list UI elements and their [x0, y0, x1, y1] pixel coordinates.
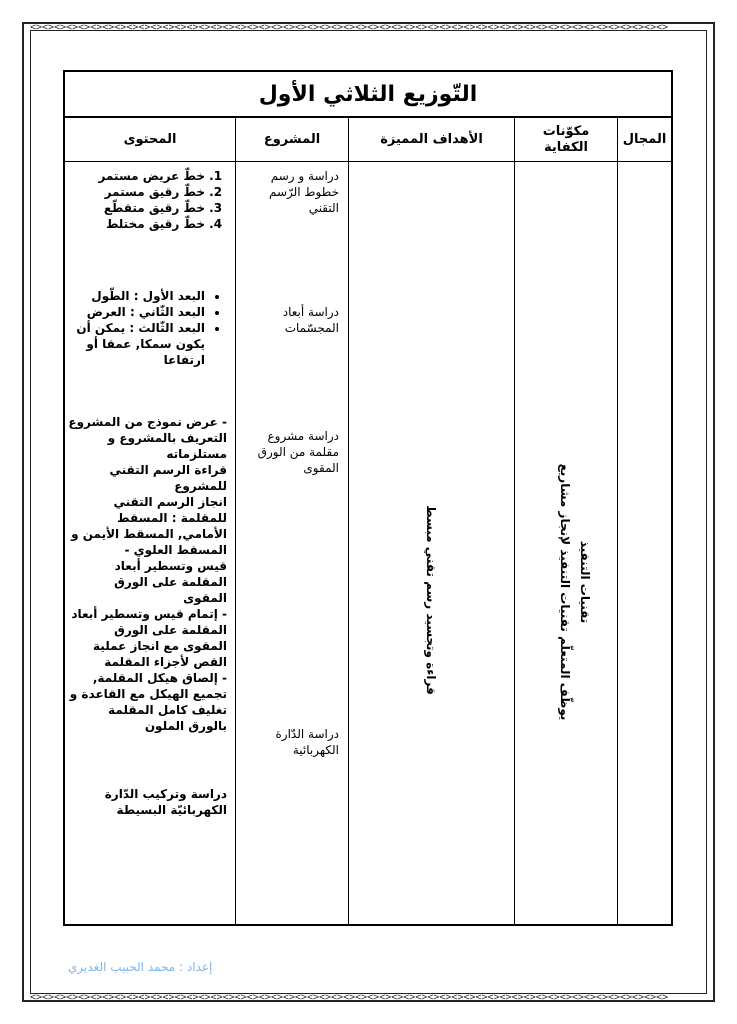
distribution-table [63, 70, 673, 926]
objectives-text: قراءة وتجسيد رسم تقني مبسط [424, 505, 438, 695]
border-pattern-bottom: <><><><><><><><><><><><><><><><><><><><><><><><><><><><><><><><><><><><><><><><><><><><><><><><><><><><><> [30, 993, 669, 1001]
header-domain: المجال [622, 132, 667, 147]
project-item: دراسة أبعاد المجسّمات [282, 305, 339, 335]
list-item: 1. خطّ عريض مستمر [67, 168, 205, 184]
header-project: المشروع [263, 132, 321, 147]
step-text: - عرض نموذج من المشروع [68, 415, 227, 429]
step-text: - إلصاق هيكل المقلمة, تجميع الهيكل مع القاعدة و تغليف كامل المقلمة بالورق الملون [69, 671, 227, 733]
col-divider-competency [514, 118, 515, 924]
author-footer: إعداد : محمد الحبيب الغديري [68, 960, 213, 974]
col-divider-domain [617, 118, 618, 924]
competency-text: يوظّف المتعلّم تقنيات التنفيذ لإنجاز مشاريع [558, 463, 572, 721]
header-objectives: الأهداف المميزة [380, 132, 483, 147]
step-text: التعريف بالمشروع و مستلزماته [107, 431, 227, 461]
list-item: • البعد الثّالث : يمكن أن يكون سمكا, عمقا أو ارتفاعا [67, 320, 205, 368]
page-title: التّوزيع الثلاثي الأول [65, 72, 671, 118]
col-divider-objectives [348, 118, 349, 924]
project-item: دراسة و رسم خطوط الرّسم التقني [268, 169, 339, 215]
step-text: قيس وتسطير أبعاد المقلمة على الورق المقوى [114, 559, 227, 605]
step-text: - إتمام قيس وتسطير أبعاد المقلمة على الورق المقوى مع انجاز عملية القص لأجزاء المقلمة [71, 607, 227, 669]
project-item: دراسة مشروع مقلمة من الورق المقوى [257, 429, 339, 475]
header-competency: مكوّنات الكفاية [542, 124, 590, 155]
list-item: • البعد الثّاني : العرض [67, 304, 205, 320]
list-item: 4. خطّ رقيق مختلط [67, 216, 205, 232]
border-pattern-top: <><><><><><><><><><><><><><><><><><><><><><><><><><><><><><><><><><><><><><><><><><><><><><><><><><><><><> [30, 23, 669, 31]
step-text: انجاز الرسم التقني للمقلمة : المسقط الأمامي, المسقط الأيمن و المسقط العلوي - [71, 495, 227, 557]
project-item: دراسة الدّارة الكهربائية [275, 727, 339, 757]
col-divider-project [235, 118, 236, 924]
step-text: قراءة الرسم التقني للمشروع [109, 463, 227, 493]
dimensions-list [67, 288, 227, 368]
list-item: 2. خطّ رقيق مستمر [67, 184, 205, 200]
list-item: 3. خطّ رقيق متقطّع [67, 200, 205, 216]
domain-text: تقنيات التنفيذ [578, 540, 592, 624]
project-steps [67, 414, 227, 734]
list-item: • البعد الأول : الطّول [67, 288, 205, 304]
header-content: المحتوى [123, 132, 177, 147]
line-types-list [67, 168, 227, 232]
circuit-text: دراسة وتركيب الدّارة الكهربائيّة البسيطة [104, 787, 227, 817]
